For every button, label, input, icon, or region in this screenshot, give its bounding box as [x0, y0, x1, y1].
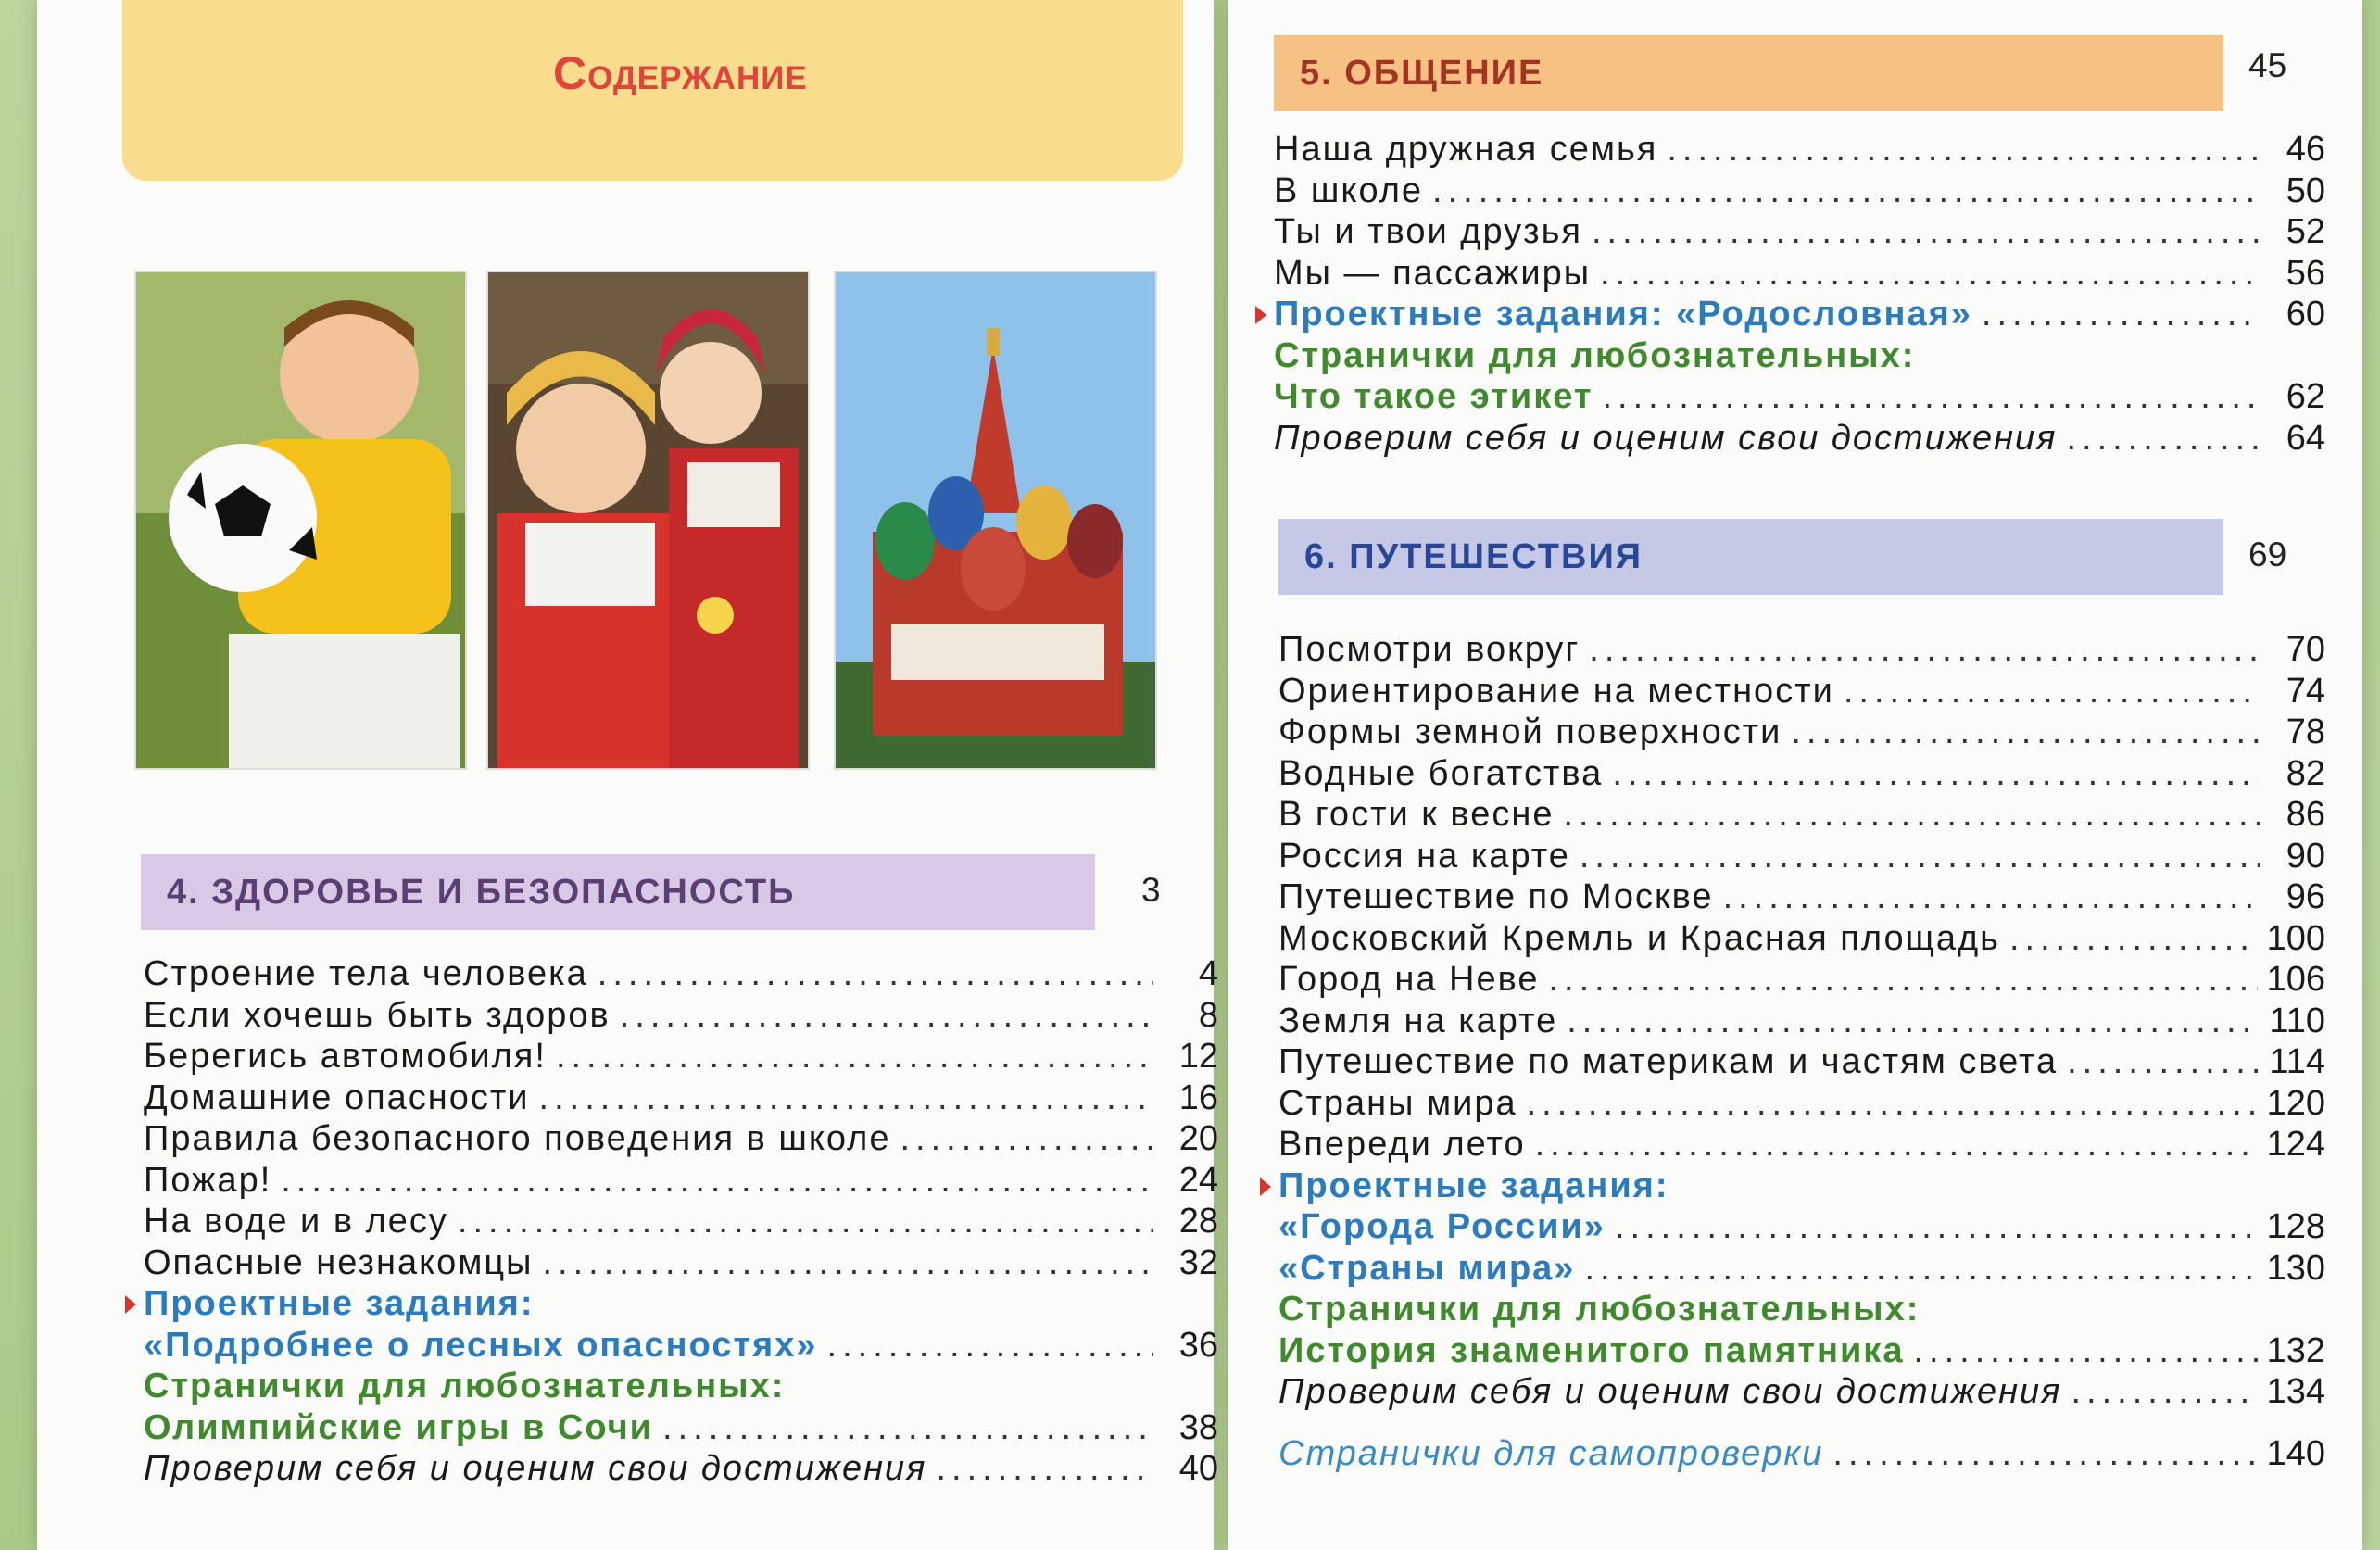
toc-item[interactable]: Проектные задания: «Родословная» ..... 60 [1274, 295, 2325, 336]
toc-item[interactable]: Олимпийские игры в Сочи ..... 38 [144, 1408, 1218, 1450]
toc-item[interactable]: «Страны мира» ..... 130 [1278, 1249, 2325, 1291]
toc-item[interactable]: Правила безопасного поведения в школе ..... 20 [144, 1119, 1218, 1161]
toc-item[interactable]: Странички для самопроверки ..... 140 [1278, 1434, 2325, 1476]
toc-item[interactable]: Путешествие по Москве ..... 96 [1278, 877, 2325, 919]
toc-item[interactable]: Если хочешь быть здоров ..... 8 [144, 996, 1218, 1038]
toc-item[interactable]: Впереди лето ..... 124 [1278, 1125, 2325, 1166]
right-page [1228, 0, 2362, 1550]
toc-curious-heading: Странички для любознательных: [144, 1367, 786, 1405]
page-title: Содержание [553, 47, 808, 99]
toc-item[interactable]: Водные богатства ..... 82 [1278, 754, 2325, 796]
toc-item[interactable]: На воде и в лесу ..... 28 [144, 1202, 1218, 1243]
toc-curious-heading: Странички для любознательных: [1274, 335, 1916, 375]
photo-st-basils-cathedral [834, 271, 1157, 770]
section-6-page: 69 [2248, 536, 2287, 573]
section-5-header: 5. ОБЩЕНИЕ [1274, 35, 2223, 111]
toc-item[interactable]: Ты и твои друзья ..... 52 [1274, 212, 2325, 254]
toc-item[interactable]: Город на Неве ..... 106 [1278, 960, 2325, 1002]
toc-section-5 [1274, 130, 2325, 460]
toc-item[interactable]: Формы земной поверхности ..... 78 [1278, 712, 2325, 754]
toc-item[interactable]: Россия на карте ..... 90 [1278, 837, 2325, 878]
toc-item[interactable]: Земля на карте ..... 110 [1278, 1002, 2325, 1043]
toc-item[interactable]: Опасные незнакомцы ..... 32 [144, 1243, 1218, 1285]
toc-item[interactable]: Путешествие по материкам и частям света ..... 114 [1278, 1042, 2325, 1084]
toc-item[interactable]: «Подробнее о лесных опасностях» ..... 36 [144, 1326, 1218, 1367]
left-page [37, 0, 1218, 1550]
toc-project-heading: Проектные задания: [1278, 1166, 2325, 1208]
toc-item[interactable]: Посмотри вокруг ..... 70 [1278, 630, 2325, 672]
toc-item[interactable]: Проверим себя и оценим свои достижения ..... 64 [1274, 419, 2325, 460]
toc-curious-heading: Странички для любознательных: [1278, 1290, 1920, 1329]
section-4-page: 3 [1141, 871, 1161, 909]
section-4-header: 4. ЗДОРОВЬЕ И БЕЗОПАСНОСТЬ [141, 854, 1095, 930]
spacer [1278, 1414, 2325, 1434]
toc-item[interactable]: Берегись автомобиля! ..... 12 [144, 1037, 1218, 1078]
toc-item[interactable]: Московский Кремль и Красная площадь ..... 100 [1278, 919, 2325, 961]
toc-item[interactable]: В гости к весне ..... 86 [1278, 795, 2325, 837]
toc-item[interactable]: Проверим себя и оценим свои достижения ..... 40 [144, 1449, 1218, 1491]
toc-item[interactable]: В школе ..... 50 [1274, 171, 2325, 213]
photo-boy-with-football [134, 271, 467, 770]
toc-item[interactable]: Наша дружная семья ..... 46 [1274, 130, 2325, 171]
toc-item[interactable]: Строение тела человека ..... 4 [144, 954, 1218, 996]
contents-banner [122, 0, 1183, 181]
toc-item[interactable]: Мы — пассажиры ..... 56 [1274, 254, 2325, 296]
section-5-page: 45 [2248, 46, 2287, 84]
toc-section-4 [144, 954, 1218, 1491]
toc-project-heading: Проектные задания: [144, 1284, 1218, 1326]
photo-girls-in-costumes [486, 271, 810, 770]
toc-item[interactable]: Домашние опасности ..... 16 [144, 1078, 1218, 1120]
section-6-header: 6. ПУТЕШЕСТВИЯ [1278, 519, 2223, 595]
toc-item[interactable]: «Города России» ..... 128 [1278, 1207, 2325, 1249]
toc-item[interactable]: Пожар! ..... 24 [144, 1161, 1218, 1203]
toc-item[interactable]: Ориентирование на местности ..... 74 [1278, 672, 2325, 713]
toc-item[interactable]: Страны мира ..... 120 [1278, 1084, 2325, 1126]
toc-item[interactable]: Что такое этикет ..... 62 [1274, 377, 2325, 419]
toc-item[interactable]: Проверим себя и оценим свои достижения ..... 134 [1278, 1372, 2325, 1414]
toc-item[interactable]: История знаменитого памятника ..... 132 [1278, 1331, 2325, 1373]
toc-section-6 [1278, 630, 2325, 1475]
